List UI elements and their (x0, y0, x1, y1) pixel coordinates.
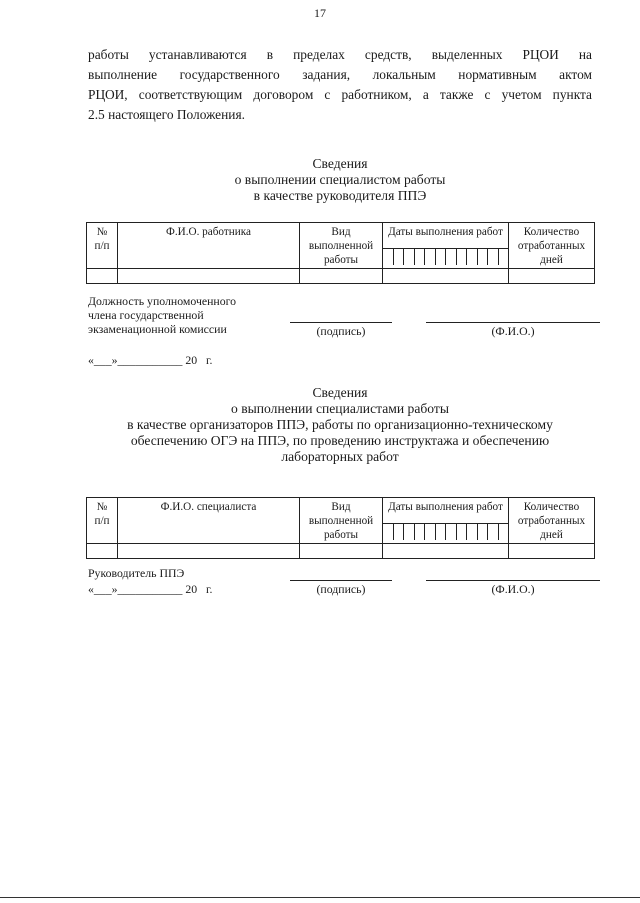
col-dates-header: Даты выполнения работ (383, 498, 509, 544)
signature-caption: (подпись) (316, 324, 366, 338)
heading-line: обеспечению ОГЭ на ППЭ, по проведению инструктажа и обеспечению (130, 433, 550, 448)
col-days-header: Количество отработанных дней (509, 223, 595, 269)
table-header-row (87, 498, 595, 544)
heading-line: лабораторных работ (281, 449, 399, 464)
page-number: 17 (314, 6, 326, 20)
section2-table (86, 497, 595, 559)
intro-paragraph (88, 45, 592, 125)
section1-table (86, 222, 595, 284)
intro-line: 2.5 настоящего Положения. (88, 107, 245, 122)
heading-line: Сведения (312, 385, 368, 400)
col-name-header: Ф.И.О. специалиста (118, 498, 300, 544)
col-num-header: № п/п (87, 223, 118, 269)
heading-line: в качестве руководителя ППЭ (253, 188, 427, 203)
heading-line: Сведения (312, 156, 368, 171)
table-empty-row (87, 269, 595, 284)
section1-heading (40, 156, 640, 204)
signature-line (290, 322, 392, 323)
date-cells (383, 249, 508, 265)
table-header-row (87, 223, 595, 269)
heading-line: о выполнении специалистами работы (231, 401, 449, 416)
signature-caption: (подпись) (316, 582, 366, 596)
intro-line: РЦОИ, соответствующим договором с работником, а также с учетом пункта (88, 87, 592, 102)
table-empty-row (87, 544, 595, 559)
col-name-header: Ф.И.О. работника (118, 223, 300, 269)
fio-line (426, 580, 600, 581)
commission-position: Должность уполномоченного члена государственной экзаменационной комиссии (88, 294, 237, 336)
intro-line: выполнение государственного задания, локальным нормативным актом (88, 67, 592, 82)
heading-line: о выполнении специалистом работы (234, 172, 446, 187)
col-dates-header: Даты выполнения работ (383, 223, 509, 269)
intro-line: работы устанавливаются в пределах средств, выделенных РЦОИ на (88, 47, 592, 62)
date-cells (383, 524, 508, 540)
col-days-header: Количество отработанных дней (509, 498, 595, 544)
fio-line (426, 322, 600, 323)
date-line: «___»___________ 20 г. (88, 353, 213, 367)
col-worktype-header: Вид выполненной работы (300, 498, 383, 544)
fio-caption: (Ф.И.О.) (491, 582, 535, 596)
signature-line (290, 580, 392, 581)
heading-line: в качестве организаторов ППЭ, работы по организационно-техническому (127, 417, 553, 432)
date-line: «___»___________ 20 г. (88, 582, 213, 596)
page-bottom-edge (0, 897, 640, 898)
col-worktype-header: Вид выполненной работы (300, 223, 383, 269)
ppe-head-position: Руководитель ППЭ (88, 566, 185, 580)
section2-heading (40, 385, 640, 465)
fio-caption: (Ф.И.О.) (491, 324, 535, 338)
col-num-header: № п/п (87, 498, 118, 544)
